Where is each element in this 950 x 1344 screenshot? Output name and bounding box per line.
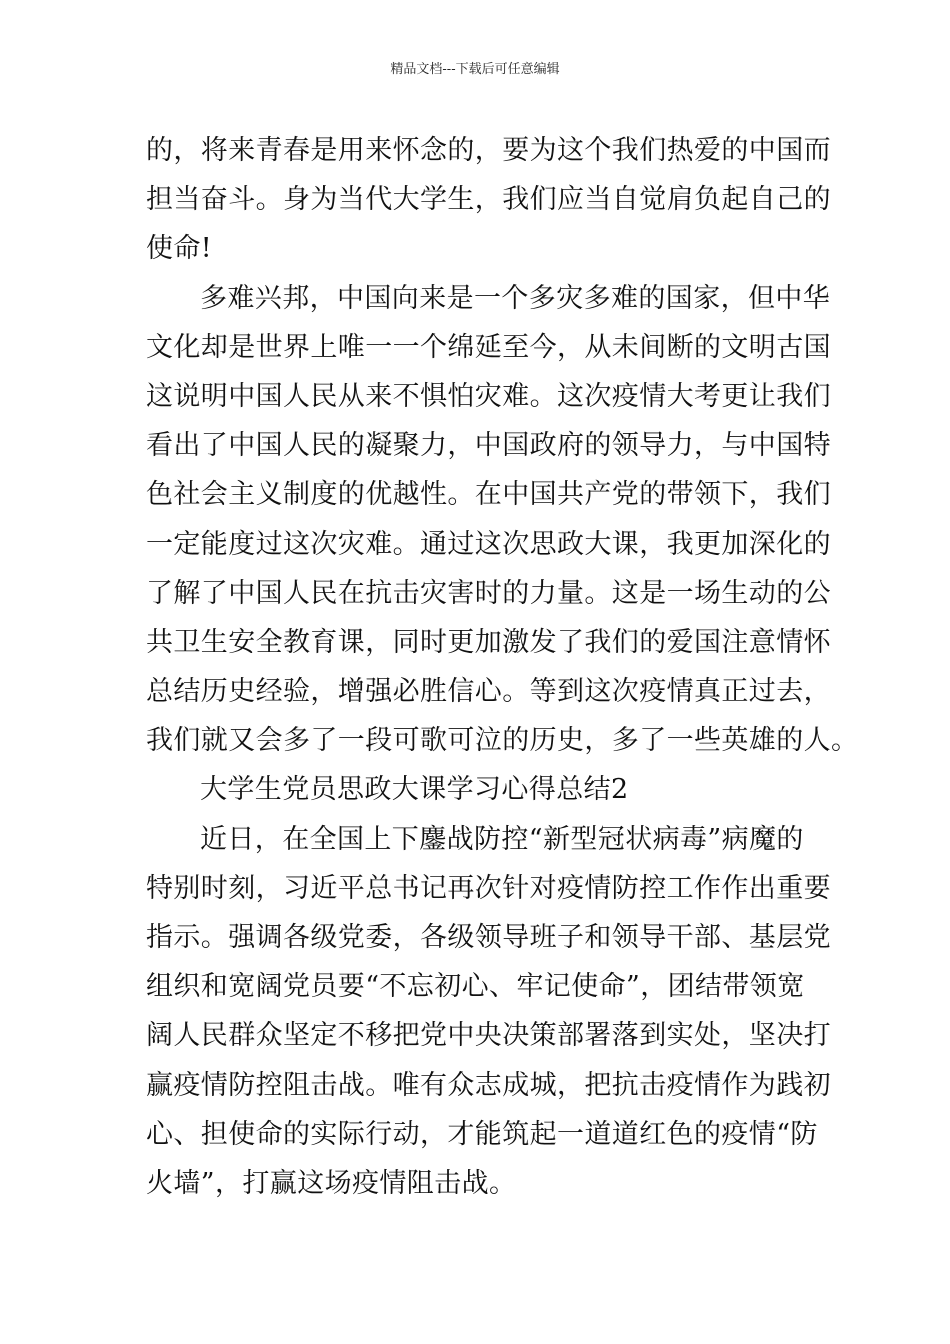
text-line: 了解了中国人民在抗击灾害时的力量。这是一场生动的公 xyxy=(146,577,831,609)
text-line: 赢疫情防控阻击战。唯有众志成城，把抗击疫情作为践初 xyxy=(146,1069,831,1101)
document-body xyxy=(146,126,859,1208)
section-heading: 大学生党员思政大课学习心得总结2 xyxy=(200,774,629,806)
text-line: 的，将来青春是用来怀念的，要为这个我们热爱的中国而 xyxy=(146,135,831,166)
text-line: 共卫生安全教育课，同时更加激发了我们的爱国注意情怀 xyxy=(146,626,831,658)
text-line: 特别时刻，习近平总书记再次针对疫情防控工作作出重要 xyxy=(146,872,831,904)
text-line: 心、担使命的实际行动，才能筑起一道道红色的疫情“防 xyxy=(146,1118,818,1150)
paragraph-start-line: 近日，在全国上下鏖战防控“新型冠状病毒”病魔的 xyxy=(200,823,804,855)
text-line: 一定能度过这次灾难。通过这次思政大课，我更加深化的 xyxy=(146,528,831,560)
text-line: 担当奋斗。身为当代大学生，我们应当自觉肩负起自己的 xyxy=(146,184,831,216)
text-line: 文化却是世界上唯一一个绵延至今，从未间断的文明古国 xyxy=(146,331,831,363)
text-line: 总结历史经验，增强必胜信心。等到这次疫情真正过去， xyxy=(146,676,831,708)
text-line: 我们就又会多了一段可歌可泣的历史，多了一些英雄的人。 xyxy=(146,725,859,757)
text-line: 这说明中国人民从来不惧怕灾难。这次疫情大考更让我们 xyxy=(146,380,831,412)
text-line: 火墙”，打赢这场疫情阻击战。 xyxy=(146,1167,517,1199)
text-line: 使命! xyxy=(146,233,213,265)
paragraph-start-line: 多难兴邦，中国向来是一个多灾多难的国家，但中华 xyxy=(200,282,831,314)
text-line: 阔人民群众坚定不移把党中央决策部署落到实处，坚决打 xyxy=(146,1020,831,1052)
text-line: 组织和宽阔党员要“不忘初心、牢记使命”，团结带领宽 xyxy=(146,971,805,1003)
text-line: 色社会主义制度的优越性。在中国共产党的带领下，我们 xyxy=(146,479,831,511)
text-line: 指示。强调各级党委，各级领导班子和领导干部、基层党 xyxy=(146,922,831,953)
text-line: 看出了中国人民的凝聚力，中国政府的领导力，与中国特 xyxy=(146,430,831,462)
page-header: 精品文档---下载后可任意编辑 xyxy=(390,62,560,77)
